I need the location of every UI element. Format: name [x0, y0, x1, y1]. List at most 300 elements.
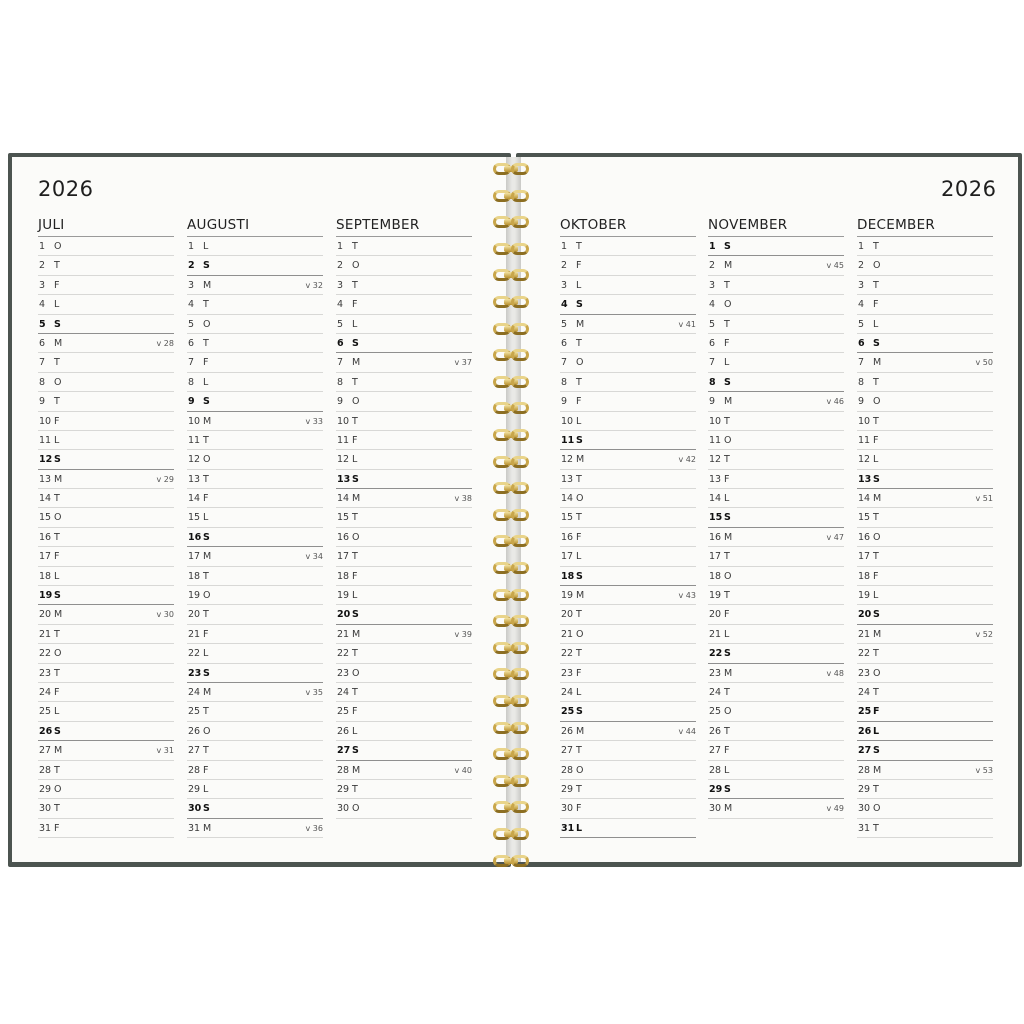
spiral-ring — [491, 162, 531, 176]
weekday-letter: T — [724, 415, 730, 427]
day-number: 29 — [561, 783, 574, 795]
weekday-letter: T — [576, 241, 582, 252]
day-number: 3 — [337, 279, 344, 291]
weekday-letter: T — [724, 551, 730, 563]
day-number: 20 — [188, 609, 201, 621]
day-row — [336, 528, 472, 547]
weekday-letter: O — [576, 628, 584, 640]
weekday-letter: M — [203, 415, 212, 427]
day-number: 22 — [337, 648, 350, 660]
day-row — [560, 237, 696, 256]
day-number: 6 — [337, 337, 344, 349]
day-number: 17 — [188, 551, 201, 563]
spiral-ring — [491, 747, 531, 761]
day-row — [560, 819, 696, 838]
weekday-letter: L — [54, 570, 60, 582]
weekday-letter: M — [873, 764, 882, 776]
day-number: 18 — [39, 570, 52, 582]
day-row — [560, 353, 696, 372]
day-number: 22 — [709, 648, 723, 660]
day-row — [857, 819, 993, 838]
day-row — [187, 237, 323, 256]
day-number: 4 — [561, 299, 568, 311]
day-row — [708, 392, 844, 411]
day-number: 5 — [188, 318, 195, 330]
day-number: 17 — [39, 551, 52, 563]
weekday-letter: S — [352, 473, 359, 485]
weekday-letter: L — [54, 706, 60, 718]
day-number: 5 — [709, 318, 716, 330]
weekday-letter: O — [352, 803, 360, 815]
weekday-letter: M — [203, 822, 212, 834]
day-row — [336, 547, 472, 566]
week-number: v 29 — [156, 474, 174, 484]
day-row — [708, 431, 844, 450]
day-row — [560, 799, 696, 818]
day-row — [187, 528, 323, 547]
day-number: 9 — [39, 396, 46, 408]
day-row — [187, 295, 323, 314]
week-number: v 30 — [156, 610, 174, 620]
week-number: v 42 — [678, 455, 696, 465]
weekday-letter: S — [873, 473, 880, 485]
weekday-letter: M — [724, 803, 733, 815]
weekday-letter: O — [352, 396, 360, 408]
day-number: 7 — [39, 357, 46, 369]
day-number: 28 — [709, 764, 722, 776]
weekday-letter: S — [352, 609, 359, 621]
day-row — [857, 508, 993, 527]
day-number: 10 — [39, 415, 52, 427]
spiral-ring — [491, 641, 531, 655]
year-label-left: 2026 — [38, 177, 94, 201]
day-number: 27 — [858, 745, 872, 757]
day-number: 27 — [709, 745, 722, 757]
day-row — [336, 295, 472, 314]
weekday-letter: T — [873, 551, 879, 563]
spiral-ring — [491, 534, 531, 548]
day-row — [857, 450, 993, 469]
weekday-letter: T — [54, 493, 60, 505]
weekday-letter: O — [203, 318, 211, 330]
day-number: 24 — [858, 686, 871, 698]
day-number: 6 — [188, 337, 195, 349]
weekday-letter: T — [54, 628, 60, 640]
day-number: 27 — [188, 745, 201, 757]
day-number: 14 — [709, 493, 722, 505]
week-number: v 53 — [975, 765, 993, 775]
weekday-letter: O — [203, 454, 211, 466]
spiral-ring — [491, 827, 531, 841]
day-list — [708, 237, 844, 819]
weekday-letter: T — [576, 648, 582, 660]
week-number: v 44 — [678, 726, 696, 736]
day-row — [38, 489, 174, 508]
weekday-letter: T — [203, 473, 209, 485]
day-number: 24 — [39, 686, 52, 698]
weekday-letter: L — [203, 783, 209, 795]
weekday-letter: O — [724, 299, 732, 311]
week-number: v 46 — [826, 397, 844, 407]
day-number: 25 — [858, 706, 872, 718]
day-number: 26 — [337, 725, 350, 737]
day-number: 1 — [39, 241, 46, 252]
day-number: 15 — [337, 512, 350, 524]
weekday-letter: T — [873, 415, 879, 427]
day-row — [187, 392, 323, 411]
weekday-letter: T — [724, 686, 730, 698]
day-row — [336, 315, 472, 334]
day-row — [187, 508, 323, 527]
day-row — [708, 237, 844, 256]
day-number: 28 — [858, 764, 871, 776]
day-row — [708, 625, 844, 644]
weekday-letter: S — [54, 725, 61, 737]
week-number: v 33 — [305, 416, 323, 426]
week-number: v 28 — [156, 338, 174, 348]
weekday-letter: O — [576, 764, 584, 776]
day-number: 16 — [858, 531, 871, 543]
day-number: 6 — [39, 337, 46, 349]
weekday-letter: T — [352, 241, 358, 252]
day-row — [336, 741, 472, 760]
weekday-letter: T — [54, 803, 60, 815]
day-number: 8 — [561, 376, 568, 388]
day-row — [708, 761, 844, 780]
day-row — [857, 702, 993, 721]
day-row — [708, 353, 844, 372]
week-number: v 43 — [678, 591, 696, 601]
weekday-letter: S — [203, 396, 210, 408]
day-row — [560, 431, 696, 450]
weekday-letter: S — [724, 783, 731, 795]
day-row — [187, 450, 323, 469]
weekday-letter: F — [576, 667, 582, 679]
weekday-letter: T — [724, 454, 730, 466]
day-row — [38, 450, 174, 469]
day-number: 28 — [39, 764, 52, 776]
weekday-letter: S — [203, 260, 210, 272]
day-row — [38, 392, 174, 411]
day-number: 13 — [188, 473, 201, 485]
day-row — [708, 508, 844, 527]
day-row — [560, 547, 696, 566]
weekday-letter: O — [352, 531, 360, 543]
weekday-letter: T — [724, 590, 730, 602]
day-row — [336, 412, 472, 431]
day-row — [560, 334, 696, 353]
day-number: 20 — [39, 609, 52, 621]
day-number: 5 — [561, 318, 568, 330]
day-row — [708, 489, 844, 508]
day-row — [857, 412, 993, 431]
day-number: 23 — [337, 667, 350, 679]
day-number: 8 — [337, 376, 344, 388]
day-row — [38, 373, 174, 392]
weekday-letter: F — [54, 415, 60, 427]
spiral-ring — [491, 508, 531, 522]
day-row — [38, 605, 174, 624]
day-number: 3 — [188, 279, 195, 291]
day-number: 10 — [561, 415, 574, 427]
weekday-letter: T — [352, 551, 358, 563]
year-label-right: 2026 — [941, 177, 997, 201]
day-number: 3 — [39, 279, 46, 291]
weekday-letter: M — [724, 531, 733, 543]
day-number: 13 — [337, 473, 351, 485]
weekday-letter: F — [352, 434, 358, 446]
weekday-letter: F — [203, 357, 209, 369]
day-number: 9 — [858, 396, 865, 408]
day-row — [708, 799, 844, 818]
day-number: 25 — [709, 706, 722, 718]
weekday-letter: T — [352, 686, 358, 698]
day-row — [38, 412, 174, 431]
day-row — [336, 664, 472, 683]
day-number: 20 — [337, 609, 351, 621]
weekday-letter: O — [724, 706, 732, 718]
day-number: 24 — [188, 686, 201, 698]
day-row — [187, 683, 323, 702]
day-row — [708, 373, 844, 392]
day-row — [560, 605, 696, 624]
day-row — [560, 722, 696, 741]
day-number: 17 — [561, 551, 574, 563]
day-number: 30 — [188, 803, 202, 815]
day-number: 22 — [188, 648, 201, 660]
weekday-letter: T — [203, 337, 209, 349]
day-row — [38, 547, 174, 566]
day-number: 21 — [561, 628, 574, 640]
day-row — [336, 508, 472, 527]
day-number: 22 — [39, 648, 52, 660]
weekday-letter: S — [54, 318, 61, 330]
day-row — [187, 722, 323, 741]
day-row — [38, 761, 174, 780]
weekday-letter: M — [873, 493, 882, 505]
month-column-juli — [38, 217, 174, 838]
spiral-ring — [491, 588, 531, 602]
week-number: v 35 — [305, 687, 323, 697]
weekday-letter: M — [576, 454, 585, 466]
weekday-letter: T — [352, 512, 358, 524]
day-row — [187, 761, 323, 780]
day-number: 26 — [39, 725, 53, 737]
day-row — [336, 392, 472, 411]
weekday-letter: F — [873, 570, 879, 582]
weekday-letter: S — [724, 376, 731, 388]
day-row — [857, 605, 993, 624]
spiral-ring — [491, 800, 531, 814]
month-name: DECEMBER — [857, 217, 993, 237]
weekday-letter: M — [54, 609, 63, 621]
day-number: 29 — [858, 783, 871, 795]
spiral-ring — [491, 189, 531, 203]
weekday-letter: M — [54, 745, 63, 757]
weekday-letter: S — [576, 299, 583, 311]
day-row — [38, 586, 174, 605]
week-number: v 51 — [975, 494, 993, 504]
weekday-letter: S — [576, 706, 583, 718]
weekday-letter: F — [203, 764, 209, 776]
day-row — [708, 567, 844, 586]
day-row — [187, 664, 323, 683]
day-number: 12 — [188, 454, 201, 466]
day-number: 8 — [858, 376, 865, 388]
day-number: 23 — [39, 667, 52, 679]
day-row — [708, 741, 844, 760]
weekday-letter: M — [352, 628, 361, 640]
weekday-letter: S — [203, 531, 210, 543]
weekday-letter: M — [576, 590, 585, 602]
day-row — [560, 392, 696, 411]
weekday-letter: L — [352, 590, 358, 602]
weekday-letter: L — [873, 725, 880, 737]
day-number: 14 — [561, 493, 574, 505]
day-number: 11 — [858, 434, 871, 446]
day-row — [560, 295, 696, 314]
day-row — [38, 508, 174, 527]
day-number: 14 — [337, 493, 350, 505]
weekday-letter: M — [576, 725, 585, 737]
day-row — [187, 819, 323, 838]
day-row — [560, 508, 696, 527]
weekday-letter: M — [724, 396, 733, 408]
weekday-letter: O — [576, 357, 584, 369]
day-row — [187, 470, 323, 489]
day-row — [187, 741, 323, 760]
weekday-letter: S — [352, 337, 359, 349]
weekday-letter: F — [203, 493, 209, 505]
day-number: 25 — [188, 706, 201, 718]
day-number: 1 — [188, 241, 195, 252]
day-number: 2 — [561, 260, 568, 272]
day-row — [857, 470, 993, 489]
weekday-letter: T — [54, 396, 60, 408]
weekday-letter: L — [576, 279, 582, 291]
day-number: 27 — [561, 745, 574, 757]
day-number: 12 — [337, 454, 350, 466]
day-row — [560, 489, 696, 508]
day-row — [336, 799, 472, 818]
weekday-letter: F — [576, 531, 582, 543]
day-row — [560, 741, 696, 760]
day-row — [708, 702, 844, 721]
day-list — [336, 237, 472, 819]
day-row — [560, 567, 696, 586]
day-number: 11 — [709, 434, 722, 446]
weekday-letter: F — [724, 473, 730, 485]
day-row — [560, 315, 696, 334]
weekday-letter: F — [724, 745, 730, 757]
day-number: 27 — [337, 745, 351, 757]
day-row — [857, 799, 993, 818]
day-number: 27 — [39, 745, 52, 757]
day-row — [187, 605, 323, 624]
day-number: 7 — [337, 357, 344, 369]
spiral-ring — [491, 694, 531, 708]
day-row — [560, 276, 696, 295]
day-number: 15 — [188, 512, 201, 524]
month-column-september — [336, 217, 472, 819]
day-number: 13 — [709, 473, 722, 485]
spiral-ring — [491, 854, 531, 868]
spiral-ring — [491, 721, 531, 735]
day-number: 7 — [858, 357, 865, 369]
weekday-letter: T — [873, 512, 879, 524]
day-row — [38, 528, 174, 547]
day-number: 7 — [561, 357, 568, 369]
day-row — [857, 315, 993, 334]
day-number: 17 — [709, 551, 722, 563]
weekday-letter: M — [576, 318, 585, 330]
weekday-letter: F — [352, 299, 358, 311]
day-row — [708, 605, 844, 624]
day-row — [38, 780, 174, 799]
day-row — [708, 470, 844, 489]
weekday-letter: T — [352, 783, 358, 795]
day-number: 19 — [337, 590, 350, 602]
weekday-letter: S — [873, 337, 880, 349]
day-row — [38, 683, 174, 702]
week-number: v 38 — [454, 494, 472, 504]
day-row — [38, 237, 174, 256]
weekday-letter: F — [724, 609, 730, 621]
day-row — [187, 799, 323, 818]
weekday-letter: S — [576, 570, 583, 582]
day-row — [336, 702, 472, 721]
day-number: 5 — [39, 318, 46, 330]
day-number: 19 — [561, 590, 574, 602]
weekday-letter: M — [873, 628, 882, 640]
weekday-letter: M — [352, 357, 361, 369]
day-row — [38, 702, 174, 721]
day-number: 9 — [709, 396, 716, 408]
day-number: 23 — [188, 667, 202, 679]
weekday-letter: M — [873, 357, 882, 369]
day-number: 28 — [337, 764, 350, 776]
weekday-letter: O — [873, 667, 881, 679]
day-row — [38, 567, 174, 586]
weekday-letter: O — [54, 512, 62, 524]
weekday-letter: T — [203, 706, 209, 718]
day-row — [38, 741, 174, 760]
day-row — [708, 664, 844, 683]
day-row — [187, 256, 323, 275]
weekday-letter: T — [873, 686, 879, 698]
day-row — [560, 586, 696, 605]
weekday-letter: S — [724, 648, 731, 660]
spiral-ring — [491, 375, 531, 389]
weekday-letter: L — [203, 648, 209, 660]
day-number: 25 — [337, 706, 350, 718]
weekday-letter: O — [724, 570, 732, 582]
spiral-ring — [491, 322, 531, 336]
spiral-binding — [491, 160, 531, 860]
day-row — [187, 586, 323, 605]
day-row — [336, 373, 472, 392]
spiral-ring — [491, 481, 531, 495]
weekday-letter: L — [203, 512, 209, 524]
day-number: 8 — [709, 376, 716, 388]
day-number: 21 — [858, 628, 871, 640]
day-number: 25 — [561, 706, 575, 718]
day-row — [708, 722, 844, 741]
weekday-letter: T — [576, 745, 582, 757]
weekday-letter: S — [576, 434, 583, 446]
month-name: OKTOBER — [560, 217, 696, 237]
day-number: 4 — [858, 299, 865, 311]
